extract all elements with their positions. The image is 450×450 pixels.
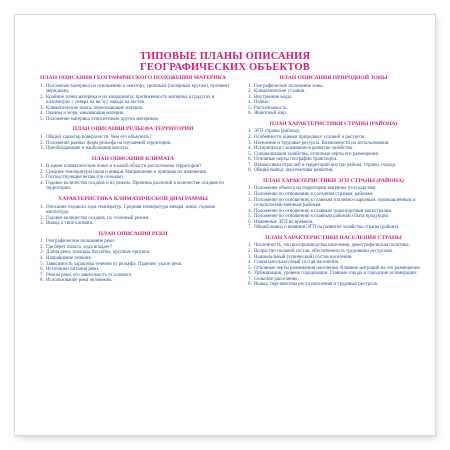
main-title	[15, 51, 435, 73]
list-item: 6. Источники питания реки.	[45, 267, 233, 273]
list-item: 4. Положение по отношению к главным транспортным магистралям.	[253, 209, 426, 215]
right-column	[241, 75, 426, 288]
list-item: 2. Крайние точки материка и их координаты; протяженность материка в градусах и километрах с севера на юг и с запада на восток.	[45, 95, 233, 106]
list-item: 3. Население и трудовые ресурсы. Возможности их использования.	[253, 141, 426, 147]
list-item: 1. Описание годового хода температур. Средняя температура января, июля, годовая амплитуда.	[45, 205, 233, 216]
section-title: ПЛАН ОПИСАНИЯ ПРИРОДНОЙ ЗОНЫ	[279, 75, 388, 81]
list-item: 6. Основные черты географии транспорта.	[253, 157, 426, 163]
section-list	[33, 164, 233, 192]
section-title: ХАРАКТЕРИСТИКА КЛИМАТИЧЕСКОЙ ДИАГРАММЫ	[58, 195, 208, 202]
list-item: 2. Возрастно-половой состав, обеспеченность трудовыми ресурсами.	[253, 249, 426, 255]
list-item: 1. Географическое положение реки.	[45, 239, 233, 245]
section-title: ПЛАН ХАРАКТЕРИСТИКИ НАСЕЛЕНИЯ СТРАНЫ	[265, 234, 402, 241]
list-item: 4. Социально-классовый состав населения.	[253, 260, 426, 266]
list-item: 7. Общий вывод о влиянии ЭГП на развитие хозяйства страны (района).	[253, 225, 426, 231]
list-item: 6. Животный мир.	[253, 111, 426, 117]
section-title: ПЛАН ХАРАКТЕРИСТИКИ ЭГП СТРАНЫ (РАЙОНА)	[263, 177, 404, 184]
document-page	[15, 15, 435, 435]
list-item: 4. Годовое количество осадков и их режим. Причины различий в количестве осадков по территории.	[45, 181, 233, 192]
list-item: 2. Где берет начало, куда впадает?	[45, 245, 233, 251]
list-item: 4. Почвы.	[253, 100, 426, 106]
section-title: ПЛАН ХАРАКТЕРИСТИКИ СТРАНЫ (РАЙОНА)	[269, 120, 398, 127]
section-list	[33, 135, 233, 152]
list-item: 7. Сельское расселение.	[253, 277, 426, 283]
section-list	[33, 205, 233, 227]
list-item: 8. Вывод: перспективы роста населения и трудовых ресурсов.	[253, 282, 426, 288]
section-list	[33, 239, 233, 283]
list-item: 6. Урбанизация, уровень городизации. Главные города и городские агломерации.	[253, 271, 426, 277]
section-title: ПЛАН ОПИСАНИЯ ГЕОГРАФИЧЕСКОГО ПОЛОЖЕНИЯ МАТЕРИКА	[40, 75, 226, 81]
list-item: 5. Зависимость характера течения от рельефа. Падение, уклон реки.	[45, 262, 233, 268]
list-item: 3. Вывод о типе климата.	[45, 221, 233, 227]
list-item: 6. Изменение ЭГП во времени.	[253, 220, 426, 226]
list-item: 2. Годовое количество осадков, их сезонный режим.	[45, 216, 233, 222]
list-item: 2. Климатические условия.	[253, 89, 426, 95]
list-item: 4. Направление течения.	[45, 256, 233, 262]
section-list	[241, 129, 426, 173]
list-item: 5. Растительность.	[253, 106, 426, 112]
list-item: 4. Океаны и моря, омывающие материк.	[45, 111, 233, 117]
section-list	[33, 84, 233, 123]
list-item: 1. Положение материка по отношению к экватору, тропикам (полярным кругам), нулевому меридиану.	[45, 84, 233, 95]
list-item: 1. Положение объекта на территории материка (государства).	[253, 186, 426, 192]
list-item: 4. Исторически сложившиеся развитие хозяйства.	[253, 146, 426, 152]
list-item: 3. Климатические пояса, пересекающие материк.	[45, 106, 233, 112]
list-item: 3. Внутренние воды.	[253, 95, 426, 101]
section-title: ПЛАН ОПИСАНИЯ РЕКИ	[98, 230, 168, 237]
left-column	[33, 75, 233, 284]
list-item: 2. Положение по отношению к соседним странам, районам.	[253, 192, 426, 198]
main-title-line-2: ГЕОГРАФИЧЕСКИХ ОБЪЕКТОВ	[140, 62, 310, 73]
list-item: 2. Средние температуры июля и января. Направление и причины их изменения.	[45, 170, 233, 176]
list-item: 2. Особенности оценки природных условий и ресурсов.	[253, 135, 426, 141]
list-item: 3. Господствующие ветры (по сезонам).	[45, 175, 233, 181]
section-list	[241, 84, 426, 117]
main-title-line-1: ТИПОВЫЕ ПЛАНЫ ОПИСАНИЯ	[139, 51, 311, 62]
section-title: ПЛАН ОПИСАНИЯ КЛИМАТА	[91, 155, 175, 162]
list-item: 1. Общий характер поверхности. Чем его объяснить?	[45, 135, 233, 141]
section-list	[241, 186, 426, 230]
section-list	[241, 243, 426, 287]
list-item: 1. В каком климатическом поясе и в какой области расположена территория?	[45, 164, 233, 170]
list-item: 5. Специализация хозяйства, отличные черты его размещения.	[253, 152, 426, 158]
list-item: 7. Режим реки, его зависимость от климата.	[45, 273, 233, 279]
section-title: ПЛАН ОПИСАНИЯ РЕЛЬЕФА ТЕРРИТОРИИ	[72, 126, 194, 133]
list-item: 8. Общий вывод: перспективы развития.	[253, 168, 426, 174]
list-item: 3. Преобладающие и наибольшие высоты.	[45, 146, 233, 152]
list-item: 3. Длина реки, площадь бассейна, крупные притоки.	[45, 250, 233, 256]
list-item: 1. Географическое положение зоны.	[253, 84, 426, 90]
list-item: 5. Положение материка относительно других материков.	[45, 117, 233, 123]
list-item: 1. Численность, тип воспроизводства населения, демографическая политика.	[253, 243, 426, 249]
list-item: 5. Положение по отношению к главным районам сбыта продукции.	[253, 214, 426, 220]
list-item: 3. Положение по отношению к главным топливно-сырьевым, промышленным и сельскохозяйственным районам.	[253, 198, 426, 209]
list-item: 5. Основные черты размещения населения. Влияние миграций на это размещение.	[253, 266, 426, 272]
list-item: 1. ЭГП страны (района).	[253, 129, 426, 135]
list-item: 2. Положение разных форм рельефа на изучаемой территории.	[45, 141, 233, 147]
list-item: 3. Национальный (этнический) состав населения.	[253, 255, 426, 261]
list-item: 7. Взаимосвязи отраслей и территорий внутри района, страны, города.	[253, 163, 426, 169]
list-item: 8. Использование реки человеком.	[45, 278, 233, 284]
